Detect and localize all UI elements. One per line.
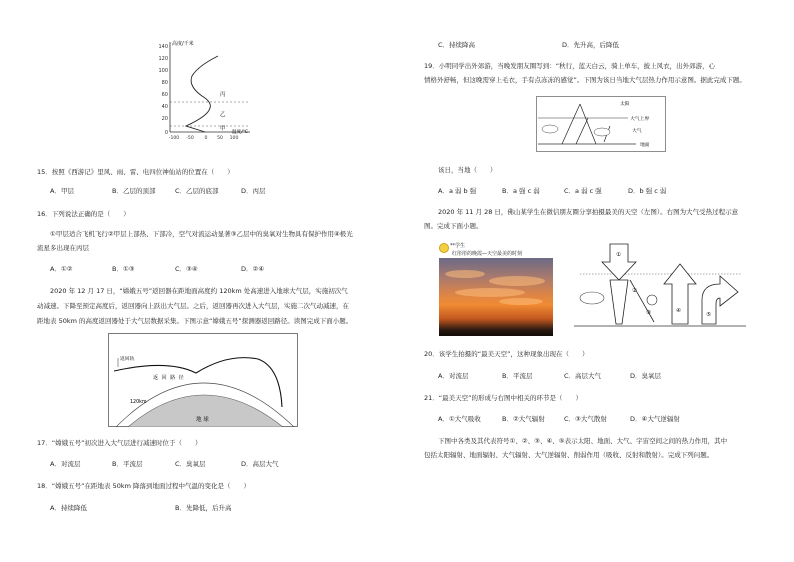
question-16-line2: 流星多出现在丙层 — [37, 244, 89, 252]
q19-option-a[interactable]: A．a 弱 b 强 — [438, 187, 477, 195]
q16-option-b[interactable]: B．①③ — [112, 265, 135, 273]
atmosphere-heating-diagram — [570, 240, 750, 338]
label-earth: 地 球 — [196, 417, 209, 423]
marker-3: ③ — [646, 310, 651, 316]
arrow-solar-radiation — [602, 244, 636, 280]
photo-caption-text: 红彤彤的晚霞—天空最美的时刻 — [452, 251, 523, 257]
label-atmosphere: 大气 — [632, 129, 642, 134]
y-tick: 140 — [158, 44, 168, 50]
label-path: 返 回 路 径 — [153, 375, 185, 381]
label-top-atmosphere: 大气上界 — [630, 117, 650, 122]
lightbulb-icon — [439, 243, 449, 253]
scatter-burst — [647, 295, 657, 305]
question-19-line2: 情格外舒畅，但这晚需穿上毛衣，手有点冻冻的感觉”。下图为该日当地大气层热力作用示意图。据此完成下题。 — [424, 76, 746, 84]
q16-option-d[interactable]: D．②④ — [241, 265, 265, 273]
y-tick: 0 — [164, 130, 168, 136]
question-20-stem: 20．该学生拍摄的“最美天空”，这种现象出现在（ ） — [424, 350, 589, 358]
q17-option-b[interactable]: B．平流层 — [112, 460, 143, 468]
q16-option-a[interactable]: A．①② — [50, 265, 73, 273]
intro-22-line1: 下图中各类及其代表符号①、②、③、④、⑤表示太阳、地面、大气、宇宙空间之间的热力作用，其中 — [438, 437, 728, 445]
question-16-line1: ①甲层适合飞机飞行②甲层上部热、下部冷，空气对流运动显著③乙层中的臭氧对生物具有保护作用④极光 — [50, 230, 353, 238]
intro-17-line3: 距地表 50km 的高度返回器处于大气层数据采集。下图示意“嫦娥五号”探测器返回路径。读图完成下面小题。 — [37, 317, 353, 325]
x-tick: 0 — [204, 136, 208, 141]
q21-option-d[interactable]: D．④大气逆辐射 — [630, 415, 680, 423]
question-16-stem: 16．下列说法正确的是（ ） — [37, 210, 130, 218]
intro-22-line2: 包括太阳辐射、地面辐射、大气辐射、大气逆辐射、削弱作用（吸收、反射和散射）。完成下列问题。 — [424, 451, 714, 459]
q18-option-d[interactable]: D．先升高，后降低 — [562, 41, 620, 49]
label-entry: 返回轨 — [120, 357, 135, 362]
y-tick: 120 — [158, 56, 168, 62]
question-15-stem: 15．按照《西游记》里风、雨、雷、电四位神仙站的位置在（ ） — [37, 168, 234, 176]
intro-17-line2: 动减速。下降至预定高度后，返回器向上跃出大气层。之后，返回器再次进入大气层，实施二次气动减速，在 — [37, 302, 349, 310]
q17-option-a[interactable]: A．对流层 — [50, 460, 81, 468]
x-tick: -50 — [186, 136, 194, 141]
layer-label-bing: 丙 — [220, 92, 226, 98]
marker-1: ① — [616, 252, 621, 258]
heating-process-figure — [536, 96, 666, 152]
cloud-icon — [580, 292, 604, 304]
question-17-stem: 17．“嫦娥五号”初次进入大气层进行减速时位于（ ） — [37, 439, 202, 447]
y-tick: 20 — [161, 116, 168, 122]
q19-option-c[interactable]: C．a 弱 c 强 — [564, 187, 602, 195]
q21-option-a[interactable]: A．①大气吸收 — [438, 415, 481, 423]
return-path-figure — [108, 333, 298, 427]
marker-2: ② — [632, 288, 637, 294]
q17-option-c[interactable]: C．臭氧层 — [175, 460, 206, 468]
label-sun: 太阳 — [620, 102, 630, 107]
q15-option-c[interactable]: C．乙层的底部 — [175, 187, 219, 195]
label-ground: 地面 — [640, 143, 650, 148]
intro-20-line2: 图。完成下面小题。 — [424, 222, 483, 230]
arrow-ground-radiation — [664, 264, 696, 324]
marker-5: ⑤ — [706, 312, 711, 318]
question-19-line1: 19．小明同学出外郊游，当晚发朋友圈写到：“秋行，蓝天白云，骑上单车，披上风衣，出外郊游，心 — [424, 62, 716, 70]
photo-caption-user: **学生 — [450, 243, 466, 249]
x-tick: 50 — [217, 136, 223, 141]
q20-option-b[interactable]: B．平流层 — [502, 372, 533, 380]
x-tick: -100 — [168, 136, 180, 141]
q18-option-b[interactable]: B．先降低，后升高 — [175, 504, 232, 512]
q15-option-b[interactable]: B．乙层的顶部 — [112, 187, 156, 195]
q18-option-c[interactable]: C．持续降高 — [438, 41, 476, 49]
q16-option-c[interactable]: C．③④ — [175, 265, 198, 273]
layer-label-yi: 乙 — [220, 112, 226, 118]
q19-option-d[interactable]: D．b 强 c 弱 — [628, 187, 667, 195]
x-axis-label: 温度/℃ — [232, 130, 248, 135]
label-120km: 120km — [130, 400, 147, 405]
y-tick: 80 — [161, 80, 168, 86]
q20-option-c[interactable]: C．高层大气 — [564, 372, 602, 380]
layer-label-jia: 甲 — [220, 126, 226, 132]
question-19-stem: 该日，当地（ ） — [438, 166, 497, 174]
intro-20-line1: 2020 年 11 月 28 日，佛山某学生在微信朋友圈分享拍摄最美的天空（左图）。右图为大气受热过程示意 — [438, 208, 739, 216]
question-18-stem: 18．“嫦娥五号”在距地表 50km 降落到地面过程中气温的变化是（ ） — [37, 482, 251, 490]
x-tick: 100 — [229, 136, 239, 141]
q15-option-d[interactable]: D．丙层 — [241, 187, 266, 195]
y-axis-label: 高度/千米 — [172, 41, 194, 47]
cloud-right — [594, 128, 610, 136]
q21-option-b[interactable]: B．②大气辐射 — [502, 415, 545, 423]
y-tick: 40 — [161, 104, 168, 110]
q21-option-c[interactable]: C．③大气散射 — [564, 415, 607, 423]
y-tick: 100 — [158, 68, 168, 74]
question-21-stem: 21．“最美天空”的形成与右图中相关的环节是（ ） — [424, 394, 583, 402]
intro-17-line1: 2020 年 12 月 17 日，“嫦娥五号”返回器在距地面高度约 120km 处高速进入地球大气层，实施初次气 — [50, 287, 348, 295]
cloud-left — [542, 125, 558, 133]
q20-option-d[interactable]: D．臭氧层 — [630, 372, 662, 380]
q15-option-a[interactable]: A．甲层 — [50, 187, 74, 195]
atmosphere-temperature-figure — [150, 36, 260, 146]
q20-option-a[interactable]: A．对流层 — [438, 372, 469, 380]
marker-4: ④ — [676, 308, 681, 314]
temperature-curve — [186, 56, 218, 132]
q18-option-a[interactable]: A．持续降低 — [50, 504, 87, 512]
q17-option-d[interactable]: D．高层大气 — [241, 460, 279, 468]
q19-option-b[interactable]: B．a 强 c 弱 — [502, 187, 540, 195]
sunset-photo — [439, 258, 553, 336]
y-tick: 60 — [161, 92, 168, 98]
